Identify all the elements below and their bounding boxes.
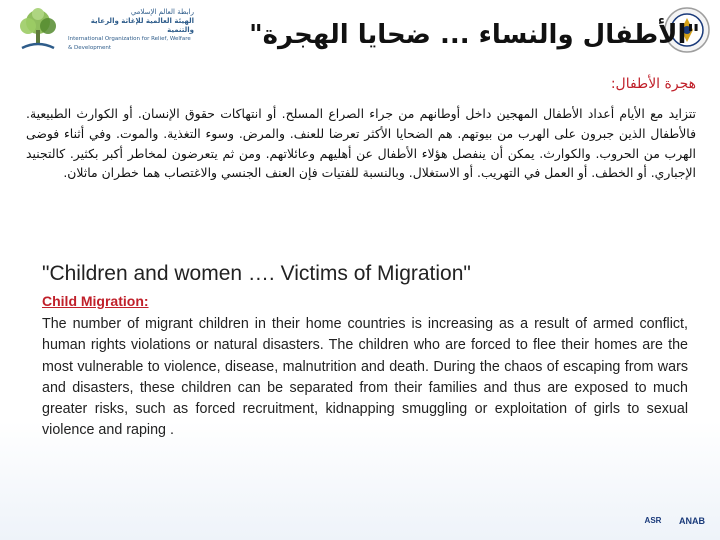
subheading-ar: هجرة الأطفال: — [610, 76, 696, 92]
org-name-en: International Organization for Relief, Welfare & Development — [68, 36, 191, 51]
org-name-ar-line2: الهيئة العالمية للإغاثة والرعاية والتنمية — [90, 17, 194, 34]
tree-logo-icon — [8, 4, 68, 56]
asr-badge: ASR — [644, 516, 662, 525]
body-text-en: The number of migrant children in their home countries is increasing as a result of armed conflict, human rights violations or natural disasters. The children who are forced to flee their homes are the most vulnerable to violence, disease, malnutrition and death. During the chaos of escaping from wars and disasters, these children can be separated from their families and thus are exposed to much greater risks, such as forced recruitment, kidnapping smuggling or exploitation of girls to sexual violence and raping . — [42, 316, 688, 439]
anab-badge: ANAB — [679, 516, 705, 526]
page-title-ar: "الأطفال والنساء ... ضحايا الهجرة" — [249, 20, 700, 50]
subheading-en: Child Migration: — [42, 293, 149, 309]
org-name-ar-line1: رابطة العالم الإسلامي — [130, 8, 194, 16]
page-title-en: "Children and women …. Victims of Migration" — [42, 262, 471, 285]
body-text-ar: تتزايد مع الأيام أعداد الأطفال المهجين داخل أوطانهم من جراء الصراع المسلح. أو انتهاكات حقوق الإنسان. أو الكوارث الطبيعية. فالأطفال الذين جبرون على الهرب من بيوتهم. هم الضحايا الأكثر تعرضا للعنف. والمرض. وسوء التغذية. والموت. وفي أثناء فوضى الهرب من الحروب. والكوارث. يمكن أن ينفصل هؤلاء الأطفال عن أهليهم وعائلاتهم. ومن ثم يتعرضون لمخاطر أكبر بكثير. كالتجنيد الإجباري. أو الخطف. أو العمل في التهريب. أو الاستغلال. وبالنسبة للفتيات فإن العنف الجنسي والاغتصاب هما خطران ماثلان. — [26, 106, 696, 181]
organization-name — [68, 8, 194, 53]
